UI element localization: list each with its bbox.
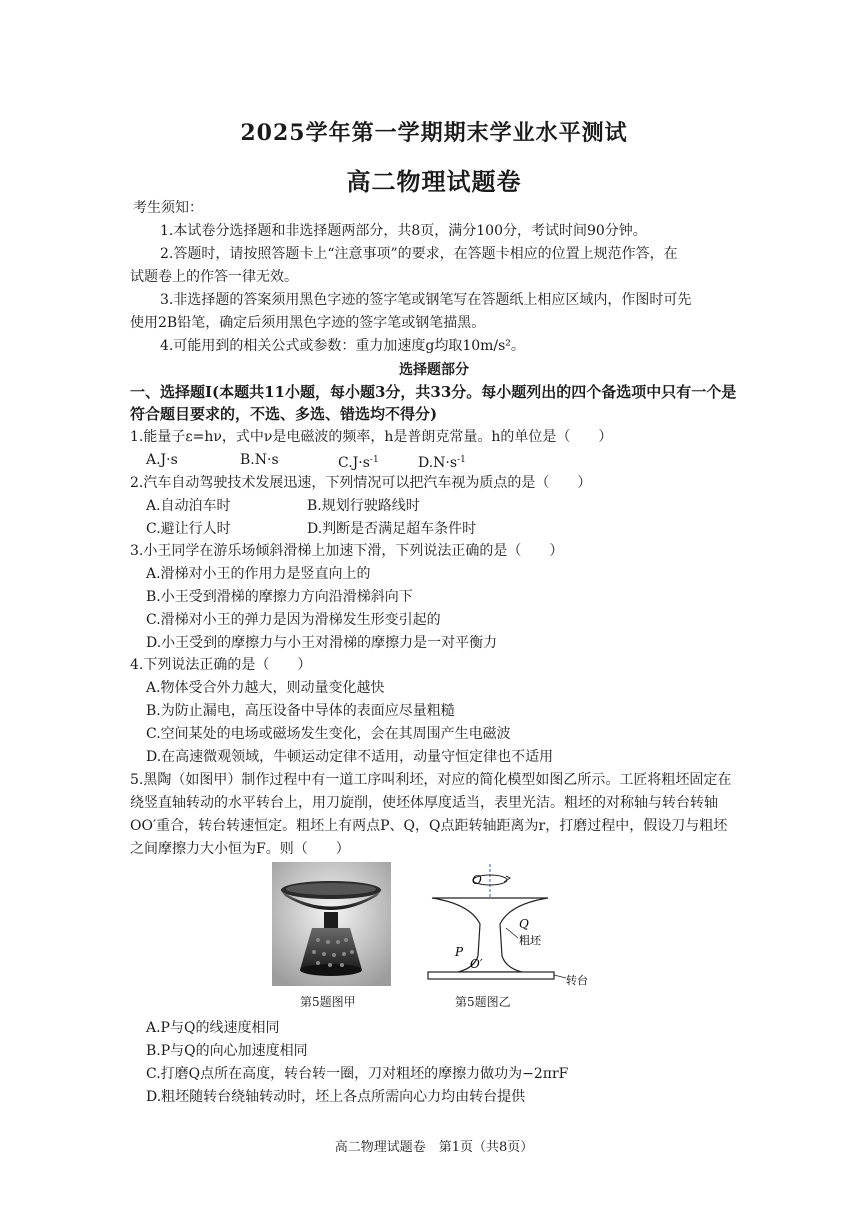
notice-heading: 考生须知： <box>133 200 203 216</box>
question-3-option-b: B.小王受到滑梯的摩擦力方向沿滑梯斜向下 <box>146 589 413 605</box>
question-5-option-b: B.P与Q的向心加速度相同 <box>146 1043 308 1059</box>
question-1-option-c: $C.J\cdot s^{-1}$ <box>338 455 379 471</box>
question-5-stem: 5.黑陶（如图甲）制作过程中有一道工序叫利坯，对应的简化模型如图乙所示。工匠将粗坯固定在绕竖直轴转动的水平转台上，用刀旋削，使坯体厚度适当，表里光洁。粗坯的对称轴与转台转轴OO′重合，转台转速恒定。粗坯上有两点P、Q，Q点距转轴距离为r，打磨过程中，假设刀与粗坯之间摩擦力大小恒为F。则（ ） <box>130 772 732 857</box>
label-q: Q <box>519 917 529 931</box>
page-footer: 高二物理试题卷 第1页（共8页） <box>334 1140 534 1155</box>
question-1-option-d: $D.N\cdot s^{-1}$ <box>418 455 466 471</box>
question-1-option-a: A.J·s <box>146 452 178 468</box>
question-2-option-d: D.判断是否满足超车条件时 <box>307 521 477 537</box>
question-2-stem: 2.汽车自动驾驶技术发展迅速，下列情况可以把汽车视为质点的是（ ） <box>130 475 592 491</box>
question-4-option-d: D.在高速微观领域，牛顿运动定律不适用，动量守恒定律也不适用 <box>146 749 554 765</box>
question-5-option-c: C.打磨Q点所在高度，转台转一圈，刀对粗坯的摩擦力做功为−2πrF <box>146 1066 569 1082</box>
label-table: 转台 <box>566 974 588 987</box>
question-3-option-c: C.滑梯对小王的弹力是因为滑梯发生形变引起的 <box>146 612 441 628</box>
exam-subtitle: 高二物理试题卷 <box>346 167 522 196</box>
question-2-option-c: C.避让行人时 <box>146 521 231 537</box>
notice-item-3-cont: 使用2B铅笔，确定后须用黑色字迹的签字笔或钢笔描黑。 <box>130 315 486 331</box>
question-5-option-a: A.P与Q的线速度相同 <box>146 1020 280 1036</box>
notice-item-3: 3.非选择题的答案须用黑色字迹的签字笔或钢笔写在答题纸上相应区域内，作图时可先 <box>160 292 692 308</box>
label-blank: 粗坯 <box>519 934 541 947</box>
section-title: 选择题部分 <box>399 362 469 378</box>
label-o: O <box>472 873 482 887</box>
figure-a-caption: 第5题图甲 <box>300 995 356 1009</box>
exam-title: 2025学年第一学期期末学业水平测试 <box>240 120 628 146</box>
question-4-option-c: C.空间某处的电场或磁场发生变化，会在其周围产生电磁波 <box>146 726 511 742</box>
figure-b-caption: 第5题图乙 <box>455 995 511 1009</box>
notice-item-4: 4.可能用到的相关公式或参数：重力加速度g均取10m/s²。 <box>160 338 525 354</box>
question-1-option-b: B.N·s <box>240 452 279 468</box>
question-3-stem: 3.小王同学在游乐场倾斜滑梯上加速下滑，下列说法正确的是（ ） <box>130 543 564 559</box>
question-2-option-b: B.规划行驶路线时 <box>307 498 420 514</box>
notice-item-1: 1.本试卷分选择题和非选择题两部分，共8页，满分100分，考试时间90分钟。 <box>160 223 647 239</box>
question-3-option-d: D.小王受到的摩擦力与小王对滑梯的摩擦力是一对平衡力 <box>146 635 498 651</box>
question-4-option-b: B.为防止漏电，高压设备中导体的表面应尽量粗糙 <box>146 703 455 719</box>
rotation-schematic <box>418 862 603 992</box>
question-3-option-a: A.滑梯对小王的作用力是竖直向上的 <box>146 566 371 582</box>
question-2-option-a: A.自动泊车时 <box>146 498 231 514</box>
part-heading: 一、选择题Ⅰ(本题共11小题，每小题3分，共33分。每小题列出的四个备选项中只有一个是符合题目要求的，不选、多选、错选均不得分) <box>130 383 737 423</box>
label-o-prime: O′ <box>470 957 483 971</box>
question-4-option-a: A.物体受合外力越大，则动量变化越快 <box>146 680 385 696</box>
label-p: P <box>455 945 464 959</box>
question-5-option-d: D.粗坯随转台绕轴转动时，坯上各点所需向心力均由转台提供 <box>146 1089 526 1105</box>
black-pottery-photo <box>272 862 391 986</box>
notice-item-2-cont: 试题卷上的作答一律无效。 <box>130 269 298 285</box>
notice-item-2: 2.答题时，请按照答题卡上“注意事项”的要求，在答题卡相应的位置上规范作答，在 <box>160 246 678 262</box>
question-1-stem: 1.能量子ε=hν，式中ν是电磁波的频率，h是普朗克常量。h的单位是（ ） <box>130 429 613 445</box>
question-4-stem: 4.下列说法正确的是（ ） <box>130 657 312 673</box>
